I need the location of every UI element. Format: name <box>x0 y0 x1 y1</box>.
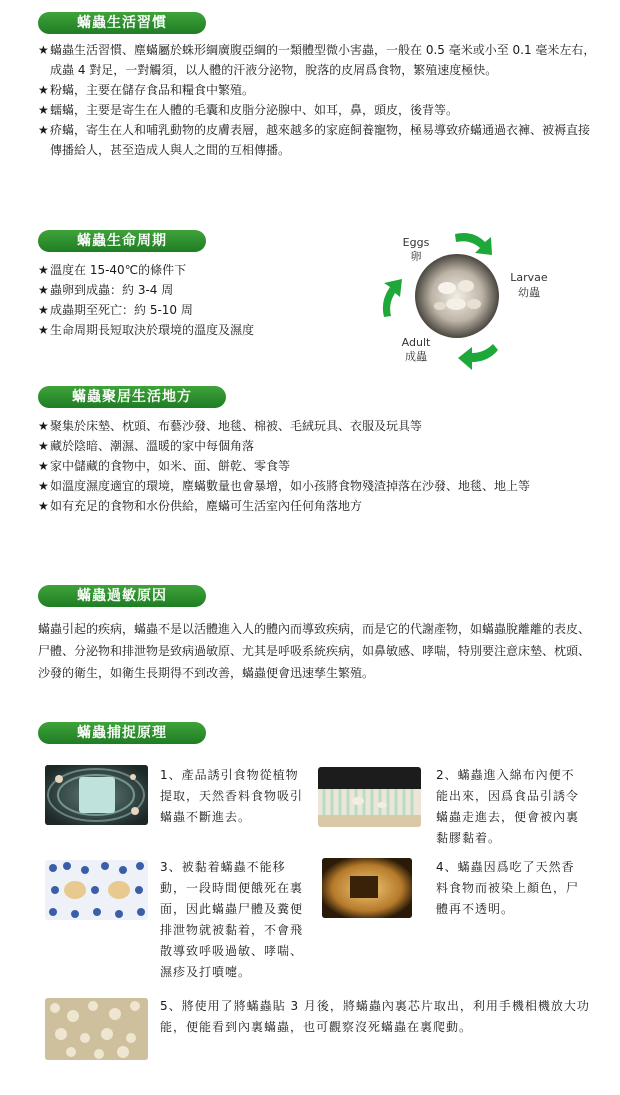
larvae-label: Larvae 幼蟲 <box>510 271 548 299</box>
fiber-graphic <box>318 767 421 827</box>
list-item: ★ 如溫度濕度適宜的環境，塵蟎數量也會暴增，如小孩將食物殘渣掉落在沙發、地毯、地上等 <box>38 476 598 496</box>
star-icon: ★ <box>38 263 49 277</box>
list-item: ★ 粉蟎，主要在儲存食品和糧食中繁殖。 <box>38 80 598 100</box>
stained-mite-graphic <box>322 858 412 918</box>
list-item: ★ 蟲卵到成蟲：約 3-4 周 <box>38 280 378 300</box>
step-1-image <box>45 765 148 825</box>
star-icon: ★ <box>38 323 49 337</box>
trapped-mites-graphic <box>45 860 148 920</box>
adult-label: Adult 成蟲 <box>401 336 431 363</box>
star-icon: ★ <box>38 283 49 297</box>
step-1-text: 1、產品誘引食物從植物提取，天然香料食物吸引蟎蟲不斷進去。 <box>160 768 304 824</box>
list-item: ★ 溫度在 15-40℃的條件下 <box>38 260 378 280</box>
star-icon: ★ <box>38 419 49 433</box>
habits-list <box>38 40 598 160</box>
star-icon: ★ <box>38 103 49 117</box>
step-3-image <box>45 860 148 920</box>
step-2-image <box>318 767 421 827</box>
allergy-paragraph: 蟎蟲引起的疾病，蟎蟲不是以活體進入人的體內而導致疾病，而是它的代謝產物，如蟎蟲脫離離的表皮、尸體、分泌物和排泄物是致病過敏原、尤其是呼吸系統疾病，如鼻敏感、哮喘，特別要注意床墊、枕頭、沙發的衛生，如衛生長期得不到改善，蟎蟲便會迅速孳生繁殖。 <box>38 622 591 680</box>
section-title-lifecycle: 蟎蟲生命周期 <box>38 230 206 252</box>
star-icon: ★ <box>38 439 49 453</box>
list-item: ★ 家中儲藏的食物中，如米、面、餅乾、零食等 <box>38 456 598 476</box>
magnified-chip-graphic <box>45 998 148 1060</box>
section-title-allergy: 蟎蟲過敏原因 <box>38 585 206 607</box>
section-title-habitat: 蟎蟲聚居生活地方 <box>38 386 226 408</box>
star-icon: ★ <box>38 303 49 317</box>
lifecycle-list <box>38 260 378 340</box>
star-icon: ★ <box>38 479 49 493</box>
star-icon: ★ <box>38 43 49 57</box>
list-item: ★ 生命周期長短取決於環境的溫度及濕度 <box>38 320 378 340</box>
list-item: ★ 蟎蟲生活習慣、塵蟎屬於蛛形綱廣腹亞綱的一類體型微小害蟲，一般在 0.5 毫米或小至 0.1 毫米左右，成蟲 4 對足，一對觸須，以人體的汗液分泌物，脫落的皮屑爲食物，繁殖速度極快。 <box>38 40 598 80</box>
list-item: ★ 成蟲期至死亡：約 5-10 周 <box>38 300 378 320</box>
star-icon: ★ <box>38 123 49 137</box>
star-icon: ★ <box>38 459 49 473</box>
list-item: ★ 疥蟎，寄生在人和哺乳動物的皮膚表層，越來越多的家庭飼養寵物，極易導致疥蟎通過衣褲、被褥直接傳播給人，甚至造成人與人之間的互相傳播。 <box>38 120 598 160</box>
section-title-habits: 蟎蟲生活習慣 <box>38 12 206 34</box>
star-icon: ★ <box>38 499 49 513</box>
section-title-capture: 蟎蟲捕捉原理 <box>38 722 206 744</box>
step-4-text: 4、蟎蟲因爲吃了天然香料食物而被染上顏色，尸體再不透明。 <box>436 860 580 916</box>
step-5-image <box>45 998 148 1060</box>
list-item: ★ 如有充足的食物和水份供給，塵蟎可生活室內任何角落地方 <box>38 496 598 516</box>
habitat-list <box>38 416 598 516</box>
mat-graphic <box>45 765 148 825</box>
list-item: ★ 蠕蟎，主要是寄生在人體的毛囊和皮脂分泌腺中、如耳，鼻，頭皮，後背等。 <box>38 100 598 120</box>
star-icon: ★ <box>38 83 49 97</box>
step-2-text: 2、蟎蟲進入綿布內便不能出來，因爲食品引誘令蟎蟲走進去，便會被內裏黏膠黏着。 <box>436 768 580 845</box>
mite-photo-circle <box>415 254 499 338</box>
eggs-label: Eggs 卵 <box>402 236 430 263</box>
list-item: ★ 聚集於床墊、枕頭、布藝沙發、地毯、棉被、毛絨玩具、衣服及玩具等 <box>38 416 598 436</box>
list-item: ★ 藏於陰暗、潮濕、溫暖的家中每個角落 <box>38 436 598 456</box>
step-3-text: 3、被黏着蟎蟲不能移動，一段時間便餓死在裏面，因此蟎蟲尸體及糞便排泄物就被黏着，不會飛散導致呼吸過敏、哮喘、濕疹及打噴嚏。 <box>160 860 304 979</box>
step-4-image <box>322 858 412 918</box>
step-5-text: 5、將使用了將蟎蟲貼 3 月後，將蟎蟲內裏芯片取出，利用手機相機放大功能，便能看到內裏蟎蟲，也可觀察沒死蟎蟲在裏爬動。 <box>160 999 590 1034</box>
lifecycle-diagram <box>370 222 590 372</box>
